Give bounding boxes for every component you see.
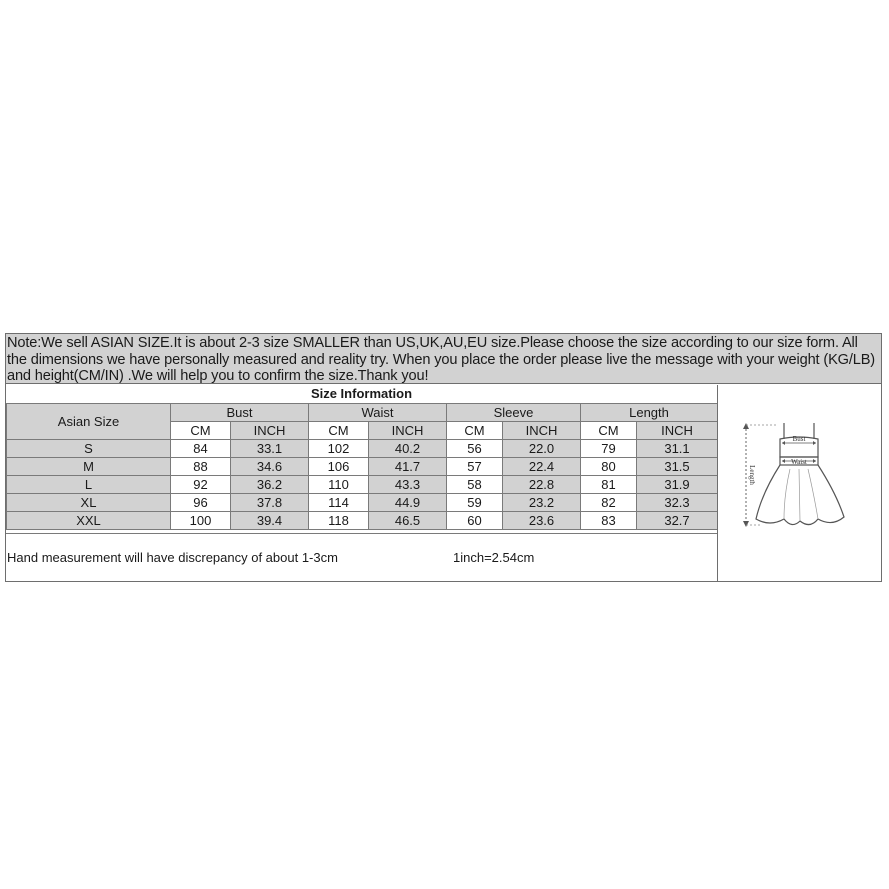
measurement-cell: 22.0: [503, 440, 581, 458]
measurement-cell: 32.7: [637, 512, 718, 530]
size-table: [6, 403, 718, 530]
bust-header: Bust: [171, 404, 309, 422]
measurement-cell: 81: [581, 476, 637, 494]
size-cell: L: [7, 476, 171, 494]
measurement-cell: 82: [581, 494, 637, 512]
unit-header: CM: [171, 422, 231, 440]
dress-diagram-cell: [717, 385, 882, 581]
measurement-cell: 79: [581, 440, 637, 458]
measurement-cell: 32.3: [637, 494, 718, 512]
measurement-cell: 60: [447, 512, 503, 530]
discrepancy-note: Hand measurement will have discrepancy of about 1-3cm: [7, 550, 338, 565]
measurement-cell: 102: [309, 440, 369, 458]
size-footer: [6, 533, 717, 581]
measurement-cell: 40.2: [369, 440, 447, 458]
unit-header: CM: [309, 422, 369, 440]
size-cell: S: [7, 440, 171, 458]
measurement-cell: 22.4: [503, 458, 581, 476]
length-label: Length: [748, 465, 756, 485]
measurement-cell: 31.9: [637, 476, 718, 494]
unit-header: INCH: [637, 422, 718, 440]
measurement-cell: 43.3: [369, 476, 447, 494]
size-rows: [7, 440, 718, 530]
size-note: Note:We sell ASIAN SIZE.It is about 2-3 size SMALLER than US,UK,AU,EU size.Please choose the size according to our size form. All the dimensions we have personally measured and reality try. When you place the order please live the message with your weight (KG/LB) and height(CM/IN) .We will help you to confirm the size.Thank you!: [6, 334, 881, 384]
table-row: [7, 440, 718, 458]
asian-size-header: Asian Size: [7, 404, 171, 440]
measurement-cell: 36.2: [231, 476, 309, 494]
measurement-cell: 39.4: [231, 512, 309, 530]
measurement-cell: 110: [309, 476, 369, 494]
measurement-cell: 100: [171, 512, 231, 530]
dress-diagram: [740, 413, 860, 533]
size-information-title: Size Information: [310, 386, 413, 401]
waist-arrow-right: [813, 459, 816, 463]
measurement-cell: 96: [171, 494, 231, 512]
measurement-cell: 33.1: [231, 440, 309, 458]
length-arrow-bottom: [743, 521, 749, 527]
measurement-cell: 84: [171, 440, 231, 458]
measurement-cell: 118: [309, 512, 369, 530]
measurement-cell: 31.5: [637, 458, 718, 476]
unit-header: CM: [447, 422, 503, 440]
measurement-cell: 44.9: [369, 494, 447, 512]
bust-arrow-left: [782, 441, 785, 445]
unit-header: INCH: [231, 422, 309, 440]
measurement-cell: 41.7: [369, 458, 447, 476]
measurement-cell: 59: [447, 494, 503, 512]
waist-label: Waist: [791, 458, 807, 466]
measurement-cell: 46.5: [369, 512, 447, 530]
measurement-cell: 37.8: [231, 494, 309, 512]
size-cell: M: [7, 458, 171, 476]
conversion-note: 1inch=2.54cm: [453, 550, 535, 565]
length-header: Length: [581, 404, 718, 422]
waist-arrow-left: [782, 459, 785, 463]
bust-arrow-right: [813, 441, 816, 445]
measurement-cell: 114: [309, 494, 369, 512]
size-cell: XL: [7, 494, 171, 512]
measurement-cell: 56: [447, 440, 503, 458]
measurement-cell: 92: [171, 476, 231, 494]
measurement-cell: 80: [581, 458, 637, 476]
waist-header: Waist: [309, 404, 447, 422]
measurement-cell: 58: [447, 476, 503, 494]
bust-label: Bust: [792, 435, 806, 443]
measurement-cell: 83: [581, 512, 637, 530]
measurement-cell: 22.8: [503, 476, 581, 494]
table-row: [7, 494, 718, 512]
table-row: [7, 476, 718, 494]
table-row: [7, 512, 718, 530]
size-chart: [5, 333, 882, 582]
measurement-cell: 57: [447, 458, 503, 476]
sleeve-header: Sleeve: [447, 404, 581, 422]
measurement-cell: 34.6: [231, 458, 309, 476]
table-row: [7, 458, 718, 476]
unit-header: INCH: [369, 422, 447, 440]
table-header-row: [7, 404, 718, 422]
length-arrow-top: [743, 423, 749, 429]
unit-header: CM: [581, 422, 637, 440]
measurement-cell: 23.2: [503, 494, 581, 512]
measurement-cell: 88: [171, 458, 231, 476]
size-cell: XXL: [7, 512, 171, 530]
measurement-cell: 106: [309, 458, 369, 476]
dress-skirt-folds: [784, 469, 818, 521]
unit-header: INCH: [503, 422, 581, 440]
measurement-cell: 23.6: [503, 512, 581, 530]
measurement-cell: 31.1: [637, 440, 718, 458]
